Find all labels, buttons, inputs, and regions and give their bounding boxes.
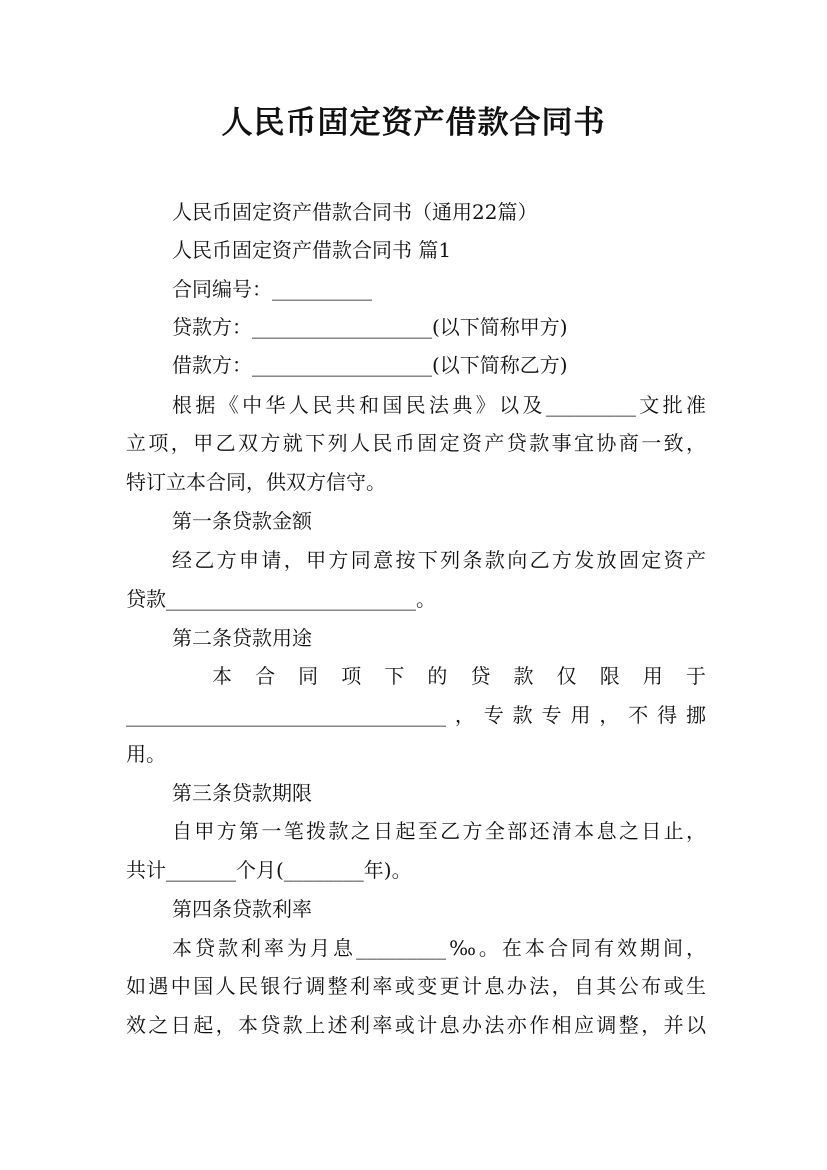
borrower-line: 借款方：__________________(以下简称乙方) (172, 353, 568, 377)
article-1-title: 第一条贷款金额 (172, 509, 312, 533)
section-heading: 人民币固定资产借款合同书 篇1 (172, 238, 452, 262)
intro-paragraph-line: 特订立本合同，供双方信守。 (126, 470, 386, 494)
article-4-line: 本贷款利率为月息_________‰。在本合同有效期间， (172, 936, 706, 960)
article-1-line: 贷款_________________________。 (126, 587, 436, 611)
spread-char: 项 (341, 664, 362, 688)
article-2-spread-line (126, 657, 706, 695)
article-2-title: 第二条贷款用途 (172, 626, 312, 650)
article-3-line: 共计_______个月(________年)。 (126, 858, 412, 882)
article-2-line: 用。 (126, 742, 166, 766)
article-4-line: 如遇中国人民银行调整利率或变更计息办法，自其公布或生 (126, 974, 706, 998)
intro-paragraph-line: 立项，甲乙双方就下列人民币固定资产贷款事宜协商一致， (126, 431, 706, 455)
article-3-line: 自甲方第一笔拨款之日起至乙方全部还清本息之日止， (172, 819, 706, 843)
spread-char: 合 (255, 664, 276, 688)
spread-char: 限 (599, 664, 620, 688)
lender-line: 贷款方：__________________(以下简称甲方) (172, 315, 568, 339)
contract-number-line: 合同编号：__________ (172, 277, 372, 301)
article-3-title: 第三条贷款期限 (172, 781, 312, 805)
article-2-line: ________________________________，专款专用，不得挪 (126, 703, 706, 727)
document-subtitle: 人民币固定资产借款合同书（通用22篇） (172, 200, 538, 224)
spread-char: 同 (298, 664, 319, 688)
intro-paragraph-line: 根据《中华人民共和国民法典》以及_________文批准 (172, 393, 706, 417)
spread-char: 款 (513, 664, 534, 688)
document-title: 人民币固定资产借款合同书 (221, 105, 606, 141)
article-4-title: 第四条贷款利率 (172, 897, 312, 921)
spread-char: 的 (427, 664, 448, 688)
spread-char: 于 (685, 664, 706, 688)
spread-char: 本 (212, 664, 232, 688)
article-4-line: 效之日起，本贷款上述利率或计息办法亦作相应调整，并以 (126, 1013, 706, 1037)
spread-char: 用 (642, 664, 663, 688)
spread-char: 下 (384, 664, 405, 688)
spread-char: 仅 (556, 664, 577, 688)
article-1-line: 经乙方申请，甲方同意按下列条款向乙方发放固定资产 (172, 548, 706, 572)
spread-char: 贷 (470, 664, 491, 688)
